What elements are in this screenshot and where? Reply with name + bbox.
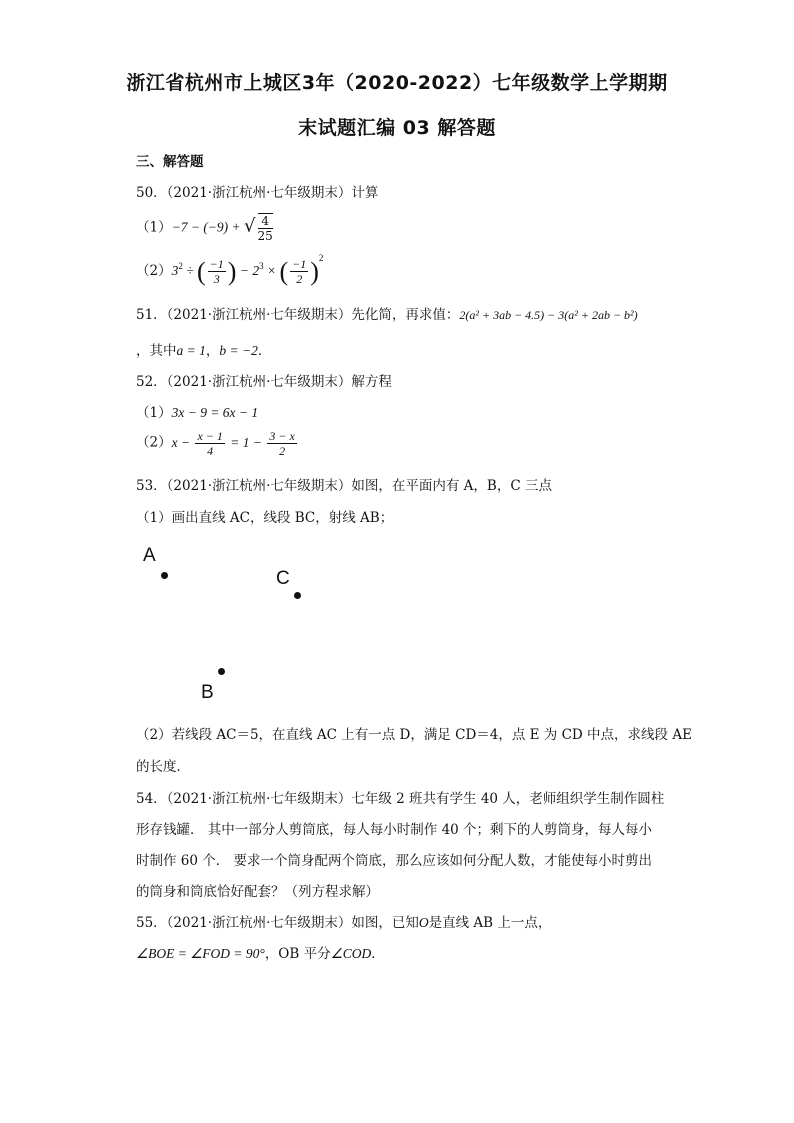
q55-cod: ∠COD bbox=[330, 946, 372, 961]
frac-num: 3 − x bbox=[269, 429, 295, 443]
frac-num: 4 bbox=[258, 214, 273, 229]
q52-part2 bbox=[136, 429, 299, 458]
q53-part2-line2: 的长度． bbox=[136, 759, 190, 775]
q51-condition bbox=[136, 339, 271, 359]
q52-part1 bbox=[136, 401, 258, 421]
frac-den: 4 bbox=[207, 444, 214, 458]
point-c-label: C bbox=[276, 568, 290, 589]
q52-p1-label: （1） bbox=[136, 405, 172, 421]
q51-stem: 51．（2021·浙江杭州·七年级期末）先化简，再求值： bbox=[136, 307, 460, 323]
frac-den: 2 bbox=[296, 272, 303, 287]
q52-frac-2 bbox=[267, 429, 296, 458]
q55-post: 是直线 AB 上一点， bbox=[428, 915, 552, 931]
q55-line-2 bbox=[136, 942, 385, 962]
q52-p2-label: （2） bbox=[136, 434, 172, 451]
q52-x: x − bbox=[171, 434, 194, 450]
q55-mid: ，OB 平分 bbox=[264, 946, 331, 962]
q52-p1-expr: 3x − 9 = 6x − 1 bbox=[171, 405, 259, 420]
q52-stem: 52．（2021·浙江杭州·七年级期末）解方程 bbox=[136, 374, 392, 390]
exp-2: 2 bbox=[178, 261, 183, 271]
frac-num: x − 1 bbox=[197, 429, 223, 443]
q55-o: O bbox=[418, 915, 429, 930]
q50-stem: 50．（2021·浙江杭州·七年级期末）计算 bbox=[136, 185, 379, 201]
exp-3: 3 bbox=[259, 261, 264, 271]
point-b-label: B bbox=[201, 682, 214, 703]
point-a-label: A bbox=[143, 545, 156, 566]
q50-p2-label: （2） bbox=[136, 263, 172, 279]
title-line-2: 末试题汇编 03 解答题 bbox=[298, 117, 496, 139]
frac-den: 25 bbox=[257, 229, 273, 243]
q55-line-1 bbox=[136, 911, 551, 931]
point-c-dot bbox=[294, 592, 301, 599]
q55-pre: 55．（2021·浙江杭州·七年级期末）如图，已知 bbox=[136, 915, 419, 931]
q50-p1-expr: −7 − (−9) + bbox=[171, 219, 245, 235]
q54-line-2: 形存钱罐． 其中一部分人剪筒底，每人每小时制作 40 个；剩下的人剪筒身，每人每小 bbox=[136, 822, 653, 838]
cond-a: a = 1 bbox=[176, 343, 206, 358]
sqrt-symbol: √ bbox=[244, 215, 256, 237]
frac-den: 2 bbox=[279, 444, 286, 458]
q54-line-3: 时制作 60 个． 要求一个筒身配两个筒底，那么应该如何分配人数，才能使每小时剪出 bbox=[136, 853, 653, 869]
point-a-dot bbox=[161, 572, 168, 579]
cond-prefix: ，其中 bbox=[136, 343, 177, 359]
cond-sep: ， bbox=[205, 343, 220, 359]
q50-p1-frac bbox=[258, 213, 273, 243]
times-sign: × bbox=[263, 263, 280, 278]
q55-end: ． bbox=[371, 946, 385, 962]
exp-square: 2 bbox=[318, 253, 324, 263]
q53-stem: 53．（2021·浙江杭州·七年级期末）如图，在平面内有 A，B，C 三点 bbox=[136, 478, 552, 494]
frac-den: 3 bbox=[213, 272, 220, 287]
q53-part1: （1）画出直线 AC，线段 BC，射线 AB； bbox=[136, 510, 394, 526]
q54-line-1: 54．（2021·浙江杭州·七年级期末）七年级 2 班共有学生 40 人，老师组织学生制作圆柱 bbox=[136, 791, 665, 807]
cond-b: b = −2 bbox=[219, 343, 258, 358]
q50-part1 bbox=[136, 213, 275, 243]
q51-expression: 2(a² + 3ab − 4.5) − 3(a² + 2ab − b²) bbox=[459, 308, 638, 322]
minus-2: − 2 bbox=[236, 263, 260, 278]
q50-p1-label: （1） bbox=[136, 219, 172, 236]
point-b-dot bbox=[218, 668, 225, 675]
frac-num: −1 bbox=[292, 257, 307, 272]
q50-part2: $(2)3^2$ ÷ ( $\frac{-1}{3}$ ) − $2^3$ × ( $\frac{-1}{2}$ )$^2$ bbox=[136, 253, 324, 287]
q55-angle-expr: ∠BOE = ∠FOD = 90° bbox=[136, 946, 265, 961]
q52-frac-1 bbox=[195, 429, 224, 458]
q53-part2-line1: （2）若线段 AC＝5，在直线 AC 上有一点 D，满足 CD＝4，点 E 为 CD 中点，求线段 AE bbox=[136, 727, 692, 743]
cond-end: ． bbox=[257, 343, 272, 359]
q54-line-4: 的筒身和筒底恰好配套？（列方程求解） bbox=[136, 884, 379, 900]
div-sign: ÷ bbox=[182, 263, 198, 278]
title-line-1: 浙江省杭州市上城区3年（2020-2022）七年级数学上学期期 bbox=[126, 72, 668, 94]
q51-stem-line bbox=[136, 303, 638, 323]
q52-mid: = 1 − bbox=[226, 434, 266, 450]
q50-frac-1 bbox=[208, 257, 226, 286]
frac-num: −1 bbox=[209, 257, 224, 272]
section-heading: 三、解答题 bbox=[136, 154, 204, 170]
base-3: 3 bbox=[171, 263, 179, 278]
q50-frac-2 bbox=[290, 257, 308, 286]
